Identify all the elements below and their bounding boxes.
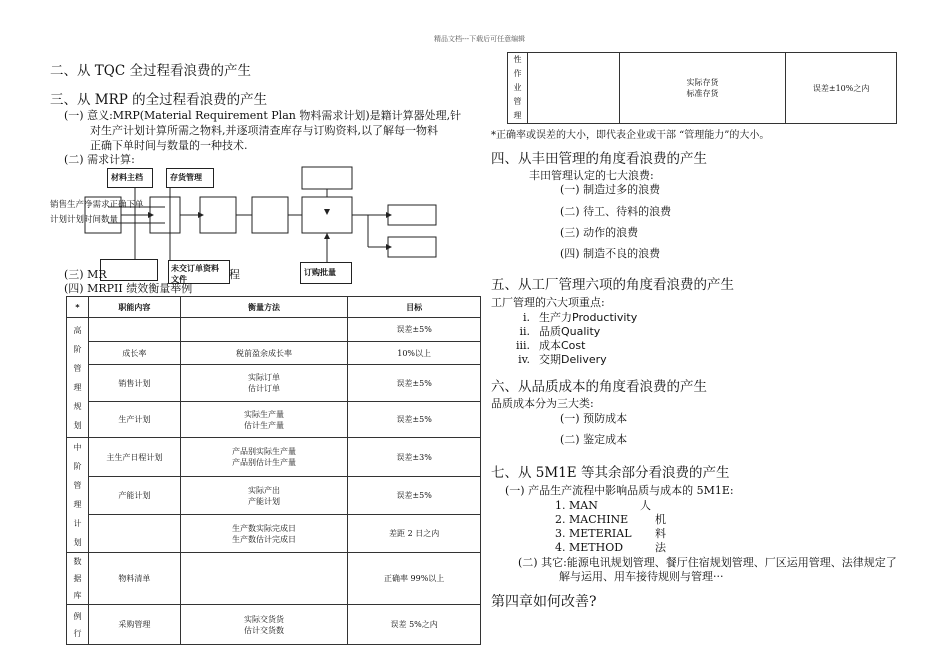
list-item: 2. MACHINE bbox=[555, 513, 629, 526]
group-label: 数据库 bbox=[67, 553, 89, 605]
table-row bbox=[67, 342, 481, 365]
page-header-note: 精品文档---下载后可任意编辑 bbox=[434, 35, 526, 43]
table-row bbox=[508, 53, 897, 124]
roman-numeral: ii. bbox=[519, 325, 530, 338]
method-cell bbox=[180, 515, 348, 553]
inventory-mgmt-box bbox=[166, 168, 214, 188]
item-en: Productivity bbox=[572, 311, 638, 324]
list-item bbox=[539, 311, 637, 326]
target-cell: 误差±10%之内 bbox=[786, 53, 897, 124]
group-label: 高阶管理规划 bbox=[67, 318, 89, 438]
table-row bbox=[67, 402, 481, 438]
mrpii-example-label: (四) MRPII 绩效衡量举例 bbox=[64, 282, 193, 295]
table-row bbox=[67, 553, 481, 605]
section-6-heading: 六、从品质成本的角度看浪费的产生 bbox=[491, 379, 707, 395]
function-cell: 物料清单 bbox=[88, 553, 180, 605]
method-cell bbox=[180, 318, 348, 342]
method-line: 估计生产量 bbox=[244, 420, 285, 430]
target-cell: 误差±5% bbox=[348, 365, 481, 402]
flow-box bbox=[150, 197, 180, 233]
mrp-process-label-tail: 程 bbox=[229, 268, 240, 281]
table-row bbox=[67, 477, 481, 515]
target-cell: 10%以上 bbox=[348, 342, 481, 365]
chapter-heading: 第四章如何改善? bbox=[491, 594, 597, 610]
section-4-heading: 四、从丰田管理的角度看浪费的产生 bbox=[491, 151, 707, 167]
item-zh: 交期 bbox=[539, 353, 561, 366]
open-orders-label: 未交订单资料 bbox=[171, 264, 219, 273]
materials-master-label: 材料主档 bbox=[111, 173, 143, 182]
method-line: 生产数估计完成日 bbox=[232, 534, 297, 544]
other-items-line-1: (二) 其它:能源电讯规划管理、餐厅住宿规划管理、厂区运用管理、法律规定了 bbox=[518, 556, 897, 569]
function-cell bbox=[88, 318, 180, 342]
list-item: (四) 制造不良的浪费 bbox=[560, 247, 661, 260]
roman-numeral: iii. bbox=[515, 339, 530, 352]
list-item: 3. METERIAL bbox=[555, 527, 632, 540]
th-function: 职能内容 bbox=[88, 297, 180, 318]
method-line: 实际产出 bbox=[248, 485, 281, 495]
factory-mgmt-intro: 工厂管理的六大项重点: bbox=[491, 296, 605, 309]
mrp-process-label: (三) MR bbox=[64, 268, 107, 281]
method-line: 产能计划 bbox=[248, 496, 281, 506]
list-item bbox=[539, 339, 585, 354]
section-7-heading: 七、从 5M1E 等其余部分看浪费的产生 bbox=[491, 465, 730, 481]
target-cell: 误差±5% bbox=[348, 402, 481, 438]
output-box-2 bbox=[388, 237, 436, 257]
mrp-definition-line-2: 对生产计划计算所需之物料,并逐项清查库存与订购资料,以了解每一物料 bbox=[90, 124, 438, 137]
method-cell: 税前盈余成长率 bbox=[180, 342, 348, 365]
group-label: 例行 bbox=[67, 605, 89, 645]
function-cell: 生产计划 bbox=[88, 402, 180, 438]
method-line: 产品别估计生产量 bbox=[232, 458, 297, 468]
target-cell: 正确率 99%以上 bbox=[348, 553, 481, 605]
flow-box bbox=[252, 197, 288, 233]
method-line: 估计交货数 bbox=[244, 625, 285, 635]
method-line: 实际交货货 bbox=[244, 614, 285, 624]
table-row bbox=[67, 438, 481, 477]
section-3-heading: 三、从 MRP 的全过程看浪费的产生 bbox=[50, 92, 268, 108]
section-5-heading: 五、从工厂管理六项的角度看浪费的产生 bbox=[491, 277, 734, 293]
method-line: 生产数实际完成日 bbox=[232, 523, 297, 533]
mrp-definition-line-3: 正确下单时间与数量的一种技术. bbox=[90, 139, 248, 152]
target-cell: 误差±3% bbox=[348, 438, 481, 477]
list-item-zh: 法 bbox=[655, 541, 666, 554]
list-item bbox=[539, 325, 600, 340]
mrpii-performance-table bbox=[66, 296, 481, 645]
target-cell: 误差±5% bbox=[348, 318, 481, 342]
list-item-zh: 人 bbox=[640, 499, 651, 512]
roman-numeral: i. bbox=[522, 311, 530, 324]
th-method: 衡量方法 bbox=[180, 297, 348, 318]
sales-plan-text: 销售生产净需求正确下单 bbox=[50, 200, 144, 210]
materials-master-box bbox=[107, 168, 153, 188]
method-line: 估计订单 bbox=[248, 384, 281, 393]
function-cell: 成长率 bbox=[88, 342, 180, 365]
item-zh: 成本 bbox=[539, 339, 561, 352]
toyota-waste-intro: 丰田管理认定的七大浪费: bbox=[529, 169, 654, 182]
method-line: 实际生产量 bbox=[244, 409, 285, 419]
table-row bbox=[67, 365, 481, 402]
list-item: (三) 动作的浪费 bbox=[560, 226, 639, 239]
list-item-zh: 料 bbox=[655, 527, 666, 540]
list-item: (一) 预防成本 bbox=[560, 412, 628, 425]
method-cell bbox=[180, 605, 348, 645]
th-star: * bbox=[67, 297, 89, 318]
footnote: *正确率或误差的大小，即代表企业或干部 “管理能力”的大小。 bbox=[491, 130, 770, 141]
method-cell bbox=[180, 553, 348, 605]
5m1e-intro: (一) 产品生产流程中影响品质与成本的 5M1E: bbox=[505, 484, 734, 497]
function-cell bbox=[527, 53, 619, 124]
method-cell bbox=[180, 402, 348, 438]
function-cell: 产能计划 bbox=[88, 477, 180, 515]
inventory-accuracy-table bbox=[507, 52, 897, 124]
order-batch-label: 订购批量 bbox=[304, 268, 336, 277]
method-line: 实际订单 bbox=[248, 373, 281, 382]
group-label: 中阶管理计划 bbox=[67, 438, 89, 553]
th-target: 目标 bbox=[348, 297, 481, 318]
target-cell: 误差±5% bbox=[348, 477, 481, 515]
item-en: Cost bbox=[561, 339, 586, 352]
target-cell: 差距 2 日之内 bbox=[348, 515, 481, 553]
list-item: (一) 制造过多的浪费 bbox=[560, 183, 661, 196]
section-2-heading: 二、从 TQC 全过程看浪费的产生 bbox=[50, 63, 251, 79]
method-cell bbox=[619, 53, 786, 124]
item-en: Quality bbox=[561, 325, 601, 338]
method-line: 标准存货 bbox=[686, 89, 719, 98]
roman-numeral: iv. bbox=[518, 353, 530, 366]
output-box-1 bbox=[388, 205, 436, 225]
item-en: Delivery bbox=[561, 353, 607, 366]
other-items-line-2: 解与运用、用车接待规则与管理··· bbox=[559, 570, 724, 583]
open-orders-box bbox=[168, 260, 230, 284]
open-orders-label-cut: 文件 bbox=[171, 275, 187, 284]
inventory-mgmt-label: 存货管理 bbox=[170, 173, 202, 182]
mrp-blank-box bbox=[100, 259, 158, 281]
method-cell bbox=[180, 438, 348, 477]
method-cell bbox=[180, 365, 348, 402]
list-item: 1. MAN bbox=[555, 499, 598, 512]
quality-cost-intro: 品质成本分为三大类: bbox=[491, 397, 594, 410]
table-row bbox=[67, 515, 481, 553]
list-item: (二) 待工、待料的浪费 bbox=[560, 205, 672, 218]
method-line: 产品别实际生产量 bbox=[232, 447, 297, 457]
list-item bbox=[539, 353, 607, 368]
function-cell: 采购管理 bbox=[88, 605, 180, 645]
function-cell: 销售计划 bbox=[88, 365, 180, 402]
list-item: 4. METHOD bbox=[555, 541, 624, 554]
flow-box bbox=[200, 197, 236, 233]
item-zh: 生产力 bbox=[539, 311, 572, 324]
item-zh: 品质 bbox=[539, 325, 561, 338]
function-cell: 主生产日程计划 bbox=[88, 438, 180, 477]
group-label: 性作业管理 bbox=[508, 53, 528, 124]
target-cell: 误差 5%之内 bbox=[348, 605, 481, 645]
table-row bbox=[67, 605, 481, 645]
method-line: 实际存货 bbox=[686, 78, 719, 87]
mrp-definition-line-1: (一) 意义:MRP(Material Requirement Plan 物料需求计划)是籍计算器处理,针 bbox=[64, 109, 462, 122]
flow-box-top bbox=[302, 167, 352, 189]
list-item: (二) 鉴定成本 bbox=[560, 433, 628, 446]
demand-calc-label: (二) 需求计算: bbox=[64, 153, 135, 166]
order-batch-box bbox=[300, 262, 352, 284]
function-cell bbox=[88, 515, 180, 553]
list-item-zh: 机 bbox=[655, 513, 666, 526]
table-row bbox=[67, 318, 481, 342]
plan-text-line-2: 计划计划时间数量 bbox=[50, 215, 119, 225]
method-cell bbox=[180, 477, 348, 515]
